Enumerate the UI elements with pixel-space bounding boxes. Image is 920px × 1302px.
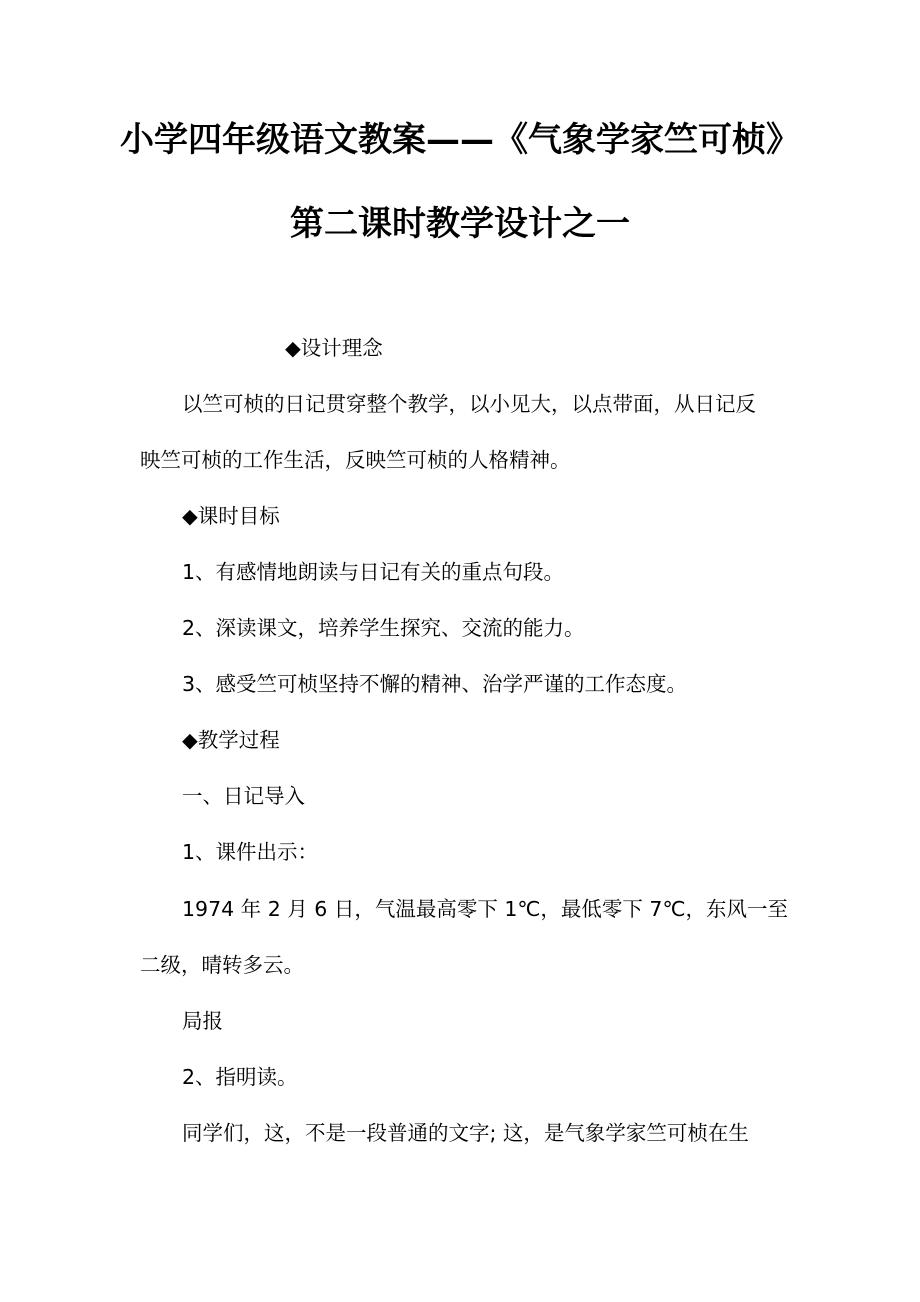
step-item-2: 2、指明读。 (182, 1065, 298, 1089)
section-heading-1: 一、日记导入 (182, 784, 305, 808)
document-title-line-1: 小学四年级语文教案——《气象学家竺可桢》 (120, 120, 800, 160)
design-concept-paragraph-line-1: 以竺可桢的日记贯穿整个教学，以小见大，以点带面，从日记反 (182, 392, 756, 416)
process-heading: ◆教学过程 (182, 728, 280, 752)
closing-paragraph-line-1: 同学们，这，不是一段普通的文字; 这，是气象学家竺可桢在生 (182, 1121, 749, 1145)
goal-item-3: 3、感受竺可桢坚持不懈的精神、治学严谨的工作态度。 (182, 672, 688, 696)
diary-text-line-1: 1974 年 2 月 6 日，气温最高零下 1℃，最低零下 7℃，东风一至 (182, 897, 788, 921)
goal-item-1: 1、有感情地朗读与日记有关的重点句段。 (182, 560, 565, 584)
diary-text-line-2: 二级，晴转多云。 (140, 953, 304, 977)
diary-text-line-3: 局报 (182, 1009, 223, 1033)
goals-heading: ◆课时目标 (182, 504, 280, 528)
design-concept-paragraph-line-2: 映竺可桢的工作生活，反映竺可桢的人格精神。 (140, 448, 571, 472)
goal-item-2: 2、深读课文，培养学生探究、交流的能力。 (182, 616, 585, 640)
step-item-1: 1、课件出示： (182, 840, 319, 864)
design-concept-heading: ◆设计理念 (285, 336, 383, 360)
document-title-line-2: 第二课时教学设计之一 (290, 204, 630, 244)
